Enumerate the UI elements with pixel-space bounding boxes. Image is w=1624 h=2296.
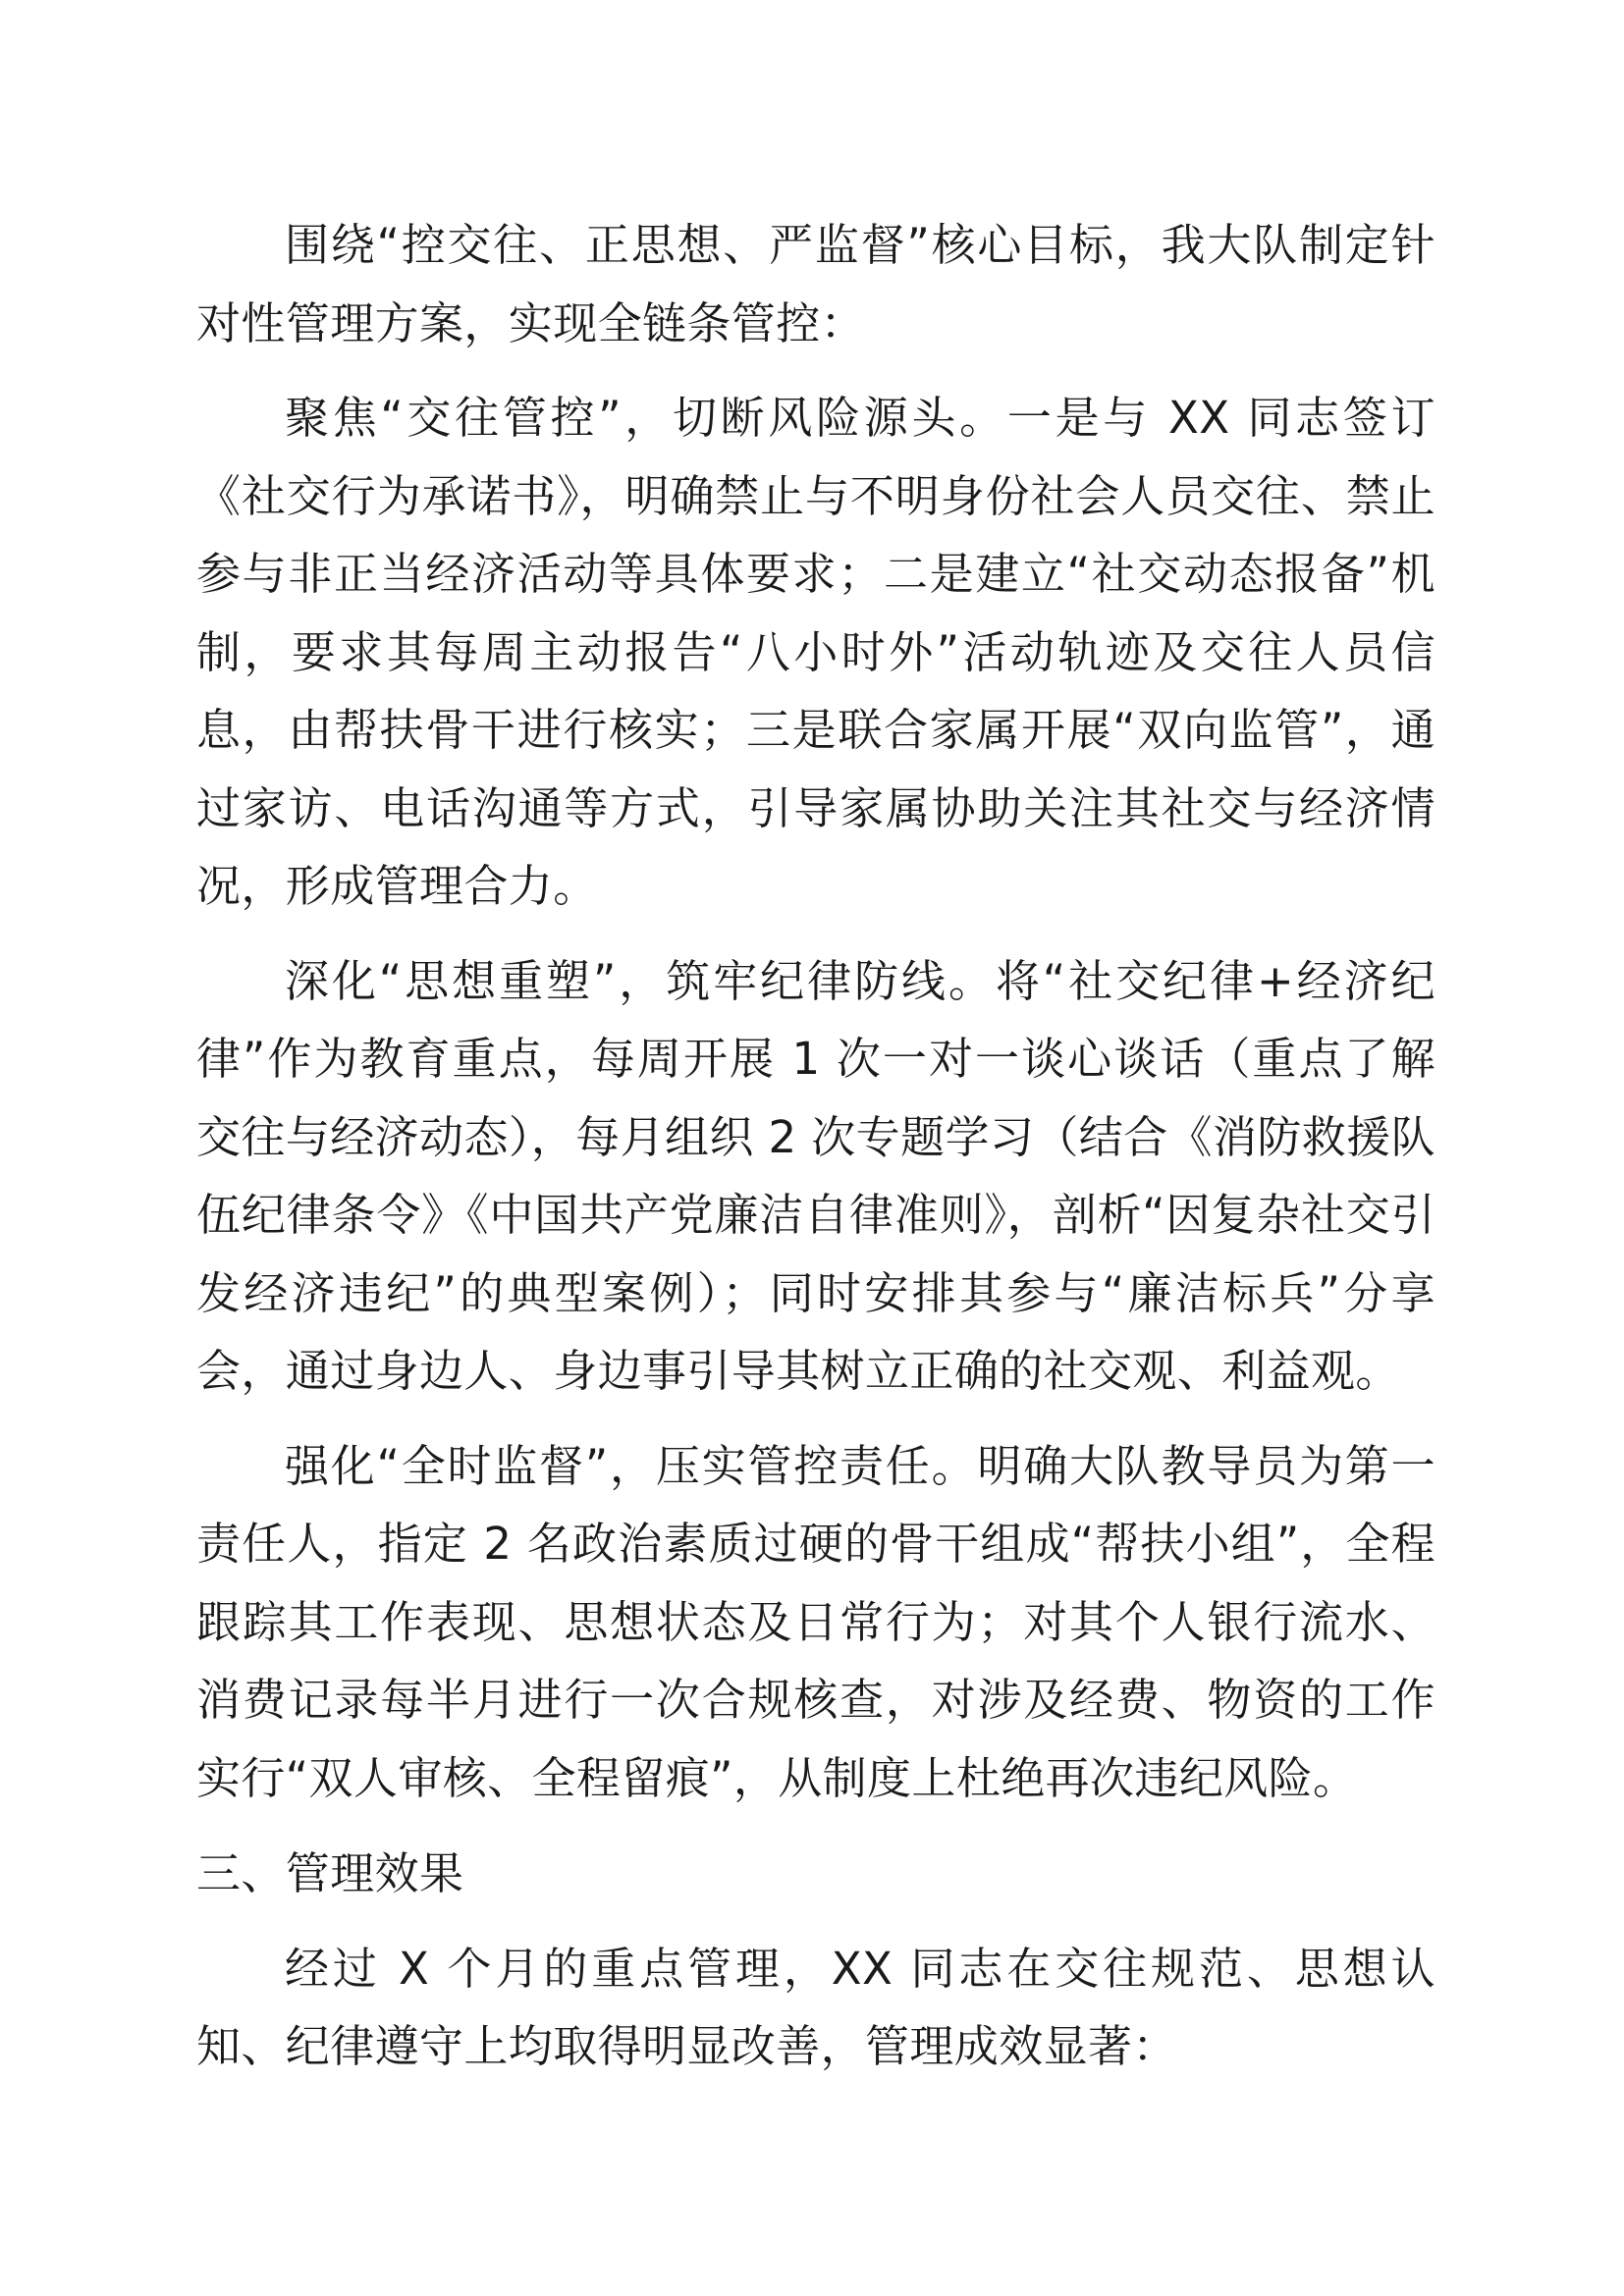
paragraph-contact-control: 聚焦“交往管控”，切断风险源头。一是与 XX 同志签订《社交行为承诺书》，明确禁止与不明身份社会人员交往、禁止参与非正当经济活动等具体要求；二是建立“社交动态报备”机制，要求其每周主动报告“八小时外”活动轨迹及交往人员信息，由帮扶骨干进行核实；三是联合家属开展“双向监管”，通过家访、电话沟通等方式，引导家属协助关注其社交与经济情况，形成管理合力。 [196,392,1435,912]
paragraph-management-result: 经过 X 个月的重点管理，XX 同志在交往规范、思想认知、纪律遵守上均取得明显改善，管理成效显著： [196,1942,1435,2072]
paragraph-full-time-supervision: 强化“全时监督”，压实管控责任。明确大队教导员为第一责任人，指定 2 名政治素质过硬的骨干组成“帮扶小组”，全程跟踪其工作表现、思想状态及日常行为；对其个人银行流水、消费记录每半月进行一次合规核查，对涉及经费、物资的工作实行“双人审核、全程留痕”，从制度上杜绝再次违纪风险。 [196,1439,1435,1804]
document-body [196,206,1435,2103]
paragraph-management-goal: 围绕“控交往、正思想、严监督”核心目标，我大队制定针对性管理方案，实现全链条管控： [196,219,1435,349]
paragraph-thought-reshaping: 深化“思想重塑”，筑牢纪律防线。将“社交纪律+经济纪律”作为教育重点，每周开展 1 次一对一谈心谈话（重点了解交往与经济动态），每月组织 2 次专题学习（结合《消防救援队伍纪律条令》《中国共产党廉洁自律准则》，剖析“因复杂社交引发经济违纪”的典型案例）；同时安排其参与“廉洁标兵”分享会，通过身边人、身边事引导其树立正确的社交观、利益观。 [196,954,1436,1397]
section-heading-management-effect: 三、管理效果 [196,1847,464,1899]
